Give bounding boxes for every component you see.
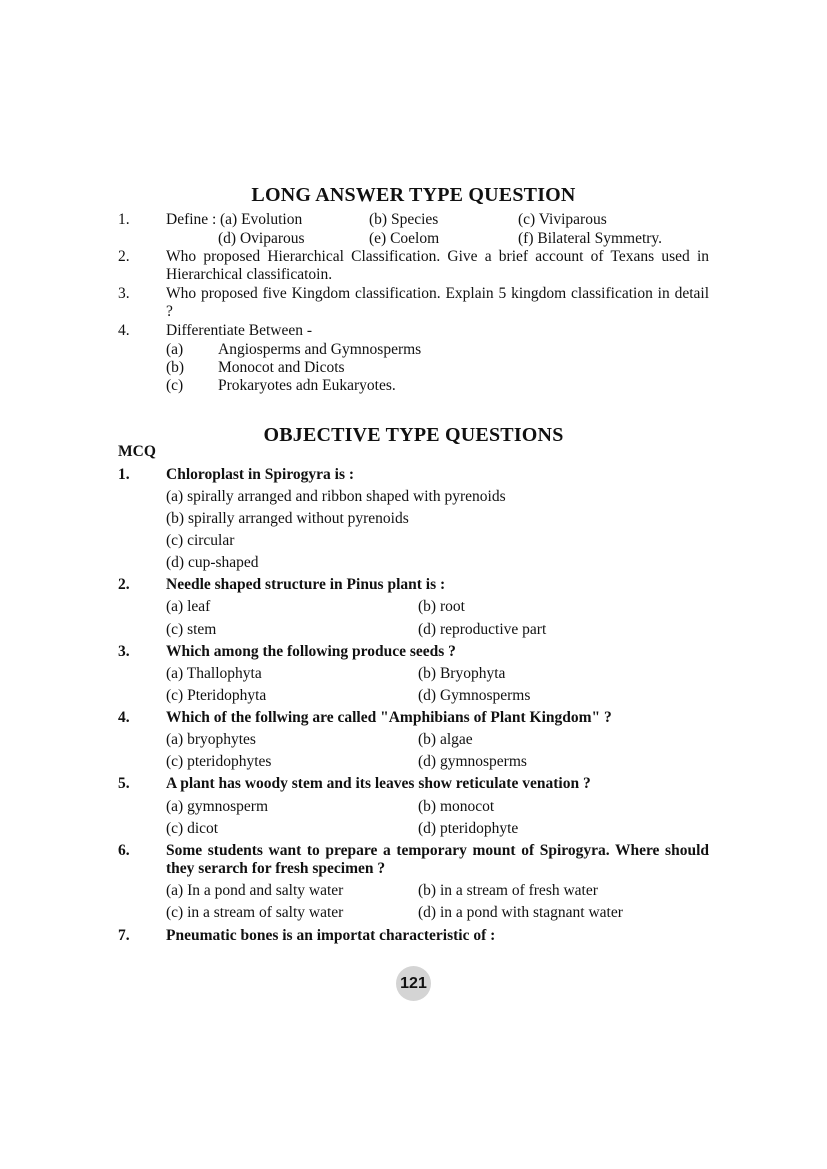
mcq-label: MCQ — [118, 443, 156, 460]
long-q1-part-b: (b) Species — [369, 211, 439, 228]
mcq-option: (b) in a stream of fresh water — [418, 882, 598, 899]
mcq-option: (b) algae — [418, 731, 473, 748]
long-q1-part-e: (e) Coelom — [369, 230, 440, 247]
mcq-option: (c) in a stream of salty water — [166, 904, 344, 921]
mcq-option: (c) Pteridophyta — [166, 687, 267, 704]
mcq-option: (b) Bryophyta — [418, 665, 506, 682]
long-q4-item-text: Angiosperms and Gymnosperms — [218, 341, 422, 358]
mcq-number: 5. — [118, 775, 130, 792]
long-answer-heading: LONG ANSWER TYPE QUESTION — [251, 184, 576, 206]
mcq-question: Which of the follwing are called "Amphibians of Plant Kingdom" ? — [166, 709, 612, 726]
page-number: 121 — [396, 966, 431, 1001]
mcq-option: (c) stem — [166, 621, 217, 638]
long-q3-text: Who proposed five Kingdom classification. Explain 5 kingdom classification in detail ? — [166, 285, 709, 320]
long-q4-item-label: (c) — [166, 377, 184, 394]
objective-heading: OBJECTIVE TYPE QUESTIONS — [263, 424, 564, 446]
mcq-option: (b) monocot — [418, 798, 495, 815]
long-q1-part-a: (a) Evolution — [220, 211, 303, 228]
mcq-option: (d) gymnosperms — [418, 753, 527, 770]
long-q2-text: Who proposed Hierarchical Classification. Give a brief account of Texans used in Hierarchical classificatoin. — [166, 248, 709, 283]
long-q3-number: 3. — [118, 285, 130, 302]
long-q1-part-c: (c) Viviparous — [518, 211, 607, 228]
mcq-question: Chloroplast in Spirogyra is : — [166, 466, 355, 483]
mcq-question: Some students want to prepare a temporary mount of Spirogyra. Where should they serarch for fresh specimen ? — [166, 842, 709, 877]
mcq-option: (b) root — [418, 598, 465, 615]
mcq-question: Needle shaped structure in Pinus plant is : — [166, 576, 446, 593]
long-q4-number: 4. — [118, 322, 130, 339]
long-q4-item-label: (a) — [166, 341, 184, 358]
mcq-question: Which among the following produce seeds ? — [166, 643, 456, 660]
mcq-option: (a) Thallophyta — [166, 665, 262, 682]
mcq-option: (a) bryophytes — [166, 731, 256, 748]
long-q2-number: 2. — [118, 248, 130, 265]
mcq-option: (a) In a pond and salty water — [166, 882, 344, 899]
mcq-option: (c) circular — [166, 532, 235, 549]
mcq-option: (d) reproductive part — [418, 621, 547, 638]
mcq-number: 2. — [118, 576, 130, 593]
mcq-option: (c) pteridophytes — [166, 753, 272, 770]
mcq-number: 1. — [118, 466, 130, 483]
mcq-option: (a) leaf — [166, 598, 211, 615]
mcq-option: (b) spirally arranged without pyrenoids — [166, 510, 409, 527]
mcq-option: (d) Gymnosperms — [418, 687, 531, 704]
mcq-option: (d) cup-shaped — [166, 554, 259, 571]
mcq-number: 4. — [118, 709, 130, 726]
long-q4-text: Differentiate Between - — [166, 322, 313, 339]
mcq-option: (a) spirally arranged and ribbon shaped with pyrenoids — [166, 488, 506, 505]
mcq-question: Pneumatic bones is an importat characteristic of : — [166, 927, 496, 944]
mcq-option: (d) pteridophyte — [418, 820, 519, 837]
mcq-number: 3. — [118, 643, 130, 660]
long-q1-part-d: (d) Oviparous — [218, 230, 305, 247]
long-q1-number: 1. — [118, 211, 130, 228]
long-q4-item-label: (b) — [166, 359, 185, 376]
long-q1-lead: Define : — [166, 211, 217, 228]
mcq-option: (d) in a pond with stagnant water — [418, 904, 623, 921]
long-q4-item-text: Prokaryotes adn Eukaryotes. — [218, 377, 396, 394]
mcq-option: (a) gymnosperm — [166, 798, 269, 815]
mcq-number: 7. — [118, 927, 130, 944]
mcq-number: 6. — [118, 842, 130, 859]
mcq-option: (c) dicot — [166, 820, 219, 837]
long-q1-part-f: (f) Bilateral Symmetry. — [518, 230, 663, 247]
long-q4-item-text: Monocot and Dicots — [218, 359, 345, 376]
mcq-question: A plant has woody stem and its leaves show reticulate venation ? — [166, 775, 591, 792]
